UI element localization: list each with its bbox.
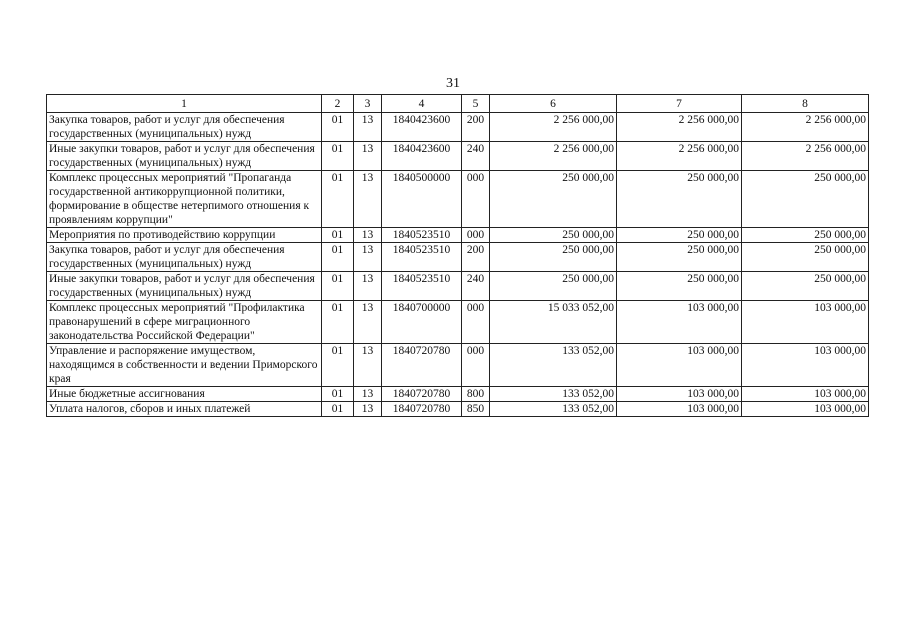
row-name: Иные закупки товаров, работ и услуг для обеспечения государственных (муниципальных) нужд [47,142,322,171]
row-c2: 01 [322,402,354,417]
table-row [47,387,869,402]
row-c4: 1840423600 [382,113,462,142]
row-c5: 000 [462,344,490,387]
row-c8: 103 000,00 [742,344,869,387]
column-header: 3 [354,95,382,113]
row-c2: 01 [322,142,354,171]
row-c3: 13 [354,113,382,142]
row-c8: 103 000,00 [742,387,869,402]
row-c4: 1840523510 [382,272,462,301]
row-c2: 01 [322,344,354,387]
row-c3: 13 [354,142,382,171]
row-c4: 1840523510 [382,228,462,243]
column-header: 8 [742,95,869,113]
row-c2: 01 [322,113,354,142]
row-c3: 13 [354,228,382,243]
row-c8: 2 256 000,00 [742,142,869,171]
table-row [47,272,869,301]
row-c3: 13 [354,402,382,417]
row-c6: 133 052,00 [490,387,617,402]
row-c8: 103 000,00 [742,301,869,344]
column-header: 1 [47,95,322,113]
row-name: Уплата налогов, сборов и иных платежей [47,402,322,417]
row-c5: 800 [462,387,490,402]
row-name: Закупка товаров, работ и услуг для обеспечения государственных (муниципальных) нужд [47,113,322,142]
row-c4: 1840720780 [382,344,462,387]
row-c4: 1840423600 [382,142,462,171]
row-c7: 103 000,00 [617,387,742,402]
row-c7: 103 000,00 [617,402,742,417]
table-row [47,402,869,417]
row-name: Закупка товаров, работ и услуг для обеспечения государственных (муниципальных) нужд [47,243,322,272]
row-c3: 13 [354,272,382,301]
row-c8: 2 256 000,00 [742,113,869,142]
row-c6: 250 000,00 [490,228,617,243]
row-name: Иные закупки товаров, работ и услуг для обеспечения государственных (муниципальных) нужд [47,272,322,301]
row-c4: 1840720780 [382,402,462,417]
row-c4: 1840523510 [382,243,462,272]
row-c7: 103 000,00 [617,301,742,344]
column-header: 5 [462,95,490,113]
row-c6: 133 052,00 [490,402,617,417]
row-c8: 103 000,00 [742,402,869,417]
table-row [47,142,869,171]
row-c3: 13 [354,301,382,344]
row-c5: 000 [462,171,490,228]
row-c6: 250 000,00 [490,243,617,272]
column-header: 4 [382,95,462,113]
column-header: 2 [322,95,354,113]
row-c7: 250 000,00 [617,171,742,228]
row-c8: 250 000,00 [742,272,869,301]
row-name: Комплекс процессных мероприятий "Профилактика правонарушений в сфере миграционного законодательства Российской Федерации" [47,301,322,344]
row-c7: 2 256 000,00 [617,113,742,142]
row-name: Мероприятия по противодействию коррупции [47,228,322,243]
row-c7: 250 000,00 [617,243,742,272]
row-c5: 850 [462,402,490,417]
row-c2: 01 [322,171,354,228]
table-row [47,243,869,272]
row-c6: 133 052,00 [490,344,617,387]
row-c3: 13 [354,171,382,228]
row-c6: 15 033 052,00 [490,301,617,344]
row-name: Иные бюджетные ассигнования [47,387,322,402]
table-row [47,113,869,142]
table-row [47,171,869,228]
row-c4: 1840720780 [382,387,462,402]
table-row [47,344,869,387]
row-c2: 01 [322,228,354,243]
column-header: 7 [617,95,742,113]
row-c2: 01 [322,387,354,402]
row-c2: 01 [322,243,354,272]
page-number: 31 [446,76,460,91]
row-c8: 250 000,00 [742,171,869,228]
row-c5: 240 [462,142,490,171]
row-c4: 1840500000 [382,171,462,228]
column-header: 6 [490,95,617,113]
row-c6: 250 000,00 [490,272,617,301]
row-c3: 13 [354,387,382,402]
row-c7: 250 000,00 [617,272,742,301]
table-row [47,228,869,243]
row-c3: 13 [354,243,382,272]
row-c7: 103 000,00 [617,344,742,387]
row-c5: 000 [462,228,490,243]
row-c6: 2 256 000,00 [490,142,617,171]
row-c5: 200 [462,243,490,272]
row-c5: 200 [462,113,490,142]
row-c5: 240 [462,272,490,301]
row-c8: 250 000,00 [742,228,869,243]
row-name: Комплекс процессных мероприятий "Пропаганда государственной антикоррупционной политики, формирование в обществе нетерпимого отношения к проявлениям коррупции" [47,171,322,228]
row-c7: 2 256 000,00 [617,142,742,171]
row-c3: 13 [354,344,382,387]
row-c7: 250 000,00 [617,228,742,243]
table-row [47,301,869,344]
row-c2: 01 [322,301,354,344]
row-c4: 1840700000 [382,301,462,344]
row-c8: 250 000,00 [742,243,869,272]
row-c5: 000 [462,301,490,344]
row-c6: 2 256 000,00 [490,113,617,142]
row-c6: 250 000,00 [490,171,617,228]
budget-table [46,94,869,417]
row-c2: 01 [322,272,354,301]
row-name: Управление и распоряжение имуществом, находящимся в собственности и ведении Приморского края [47,344,322,387]
table-header-row [47,95,869,113]
